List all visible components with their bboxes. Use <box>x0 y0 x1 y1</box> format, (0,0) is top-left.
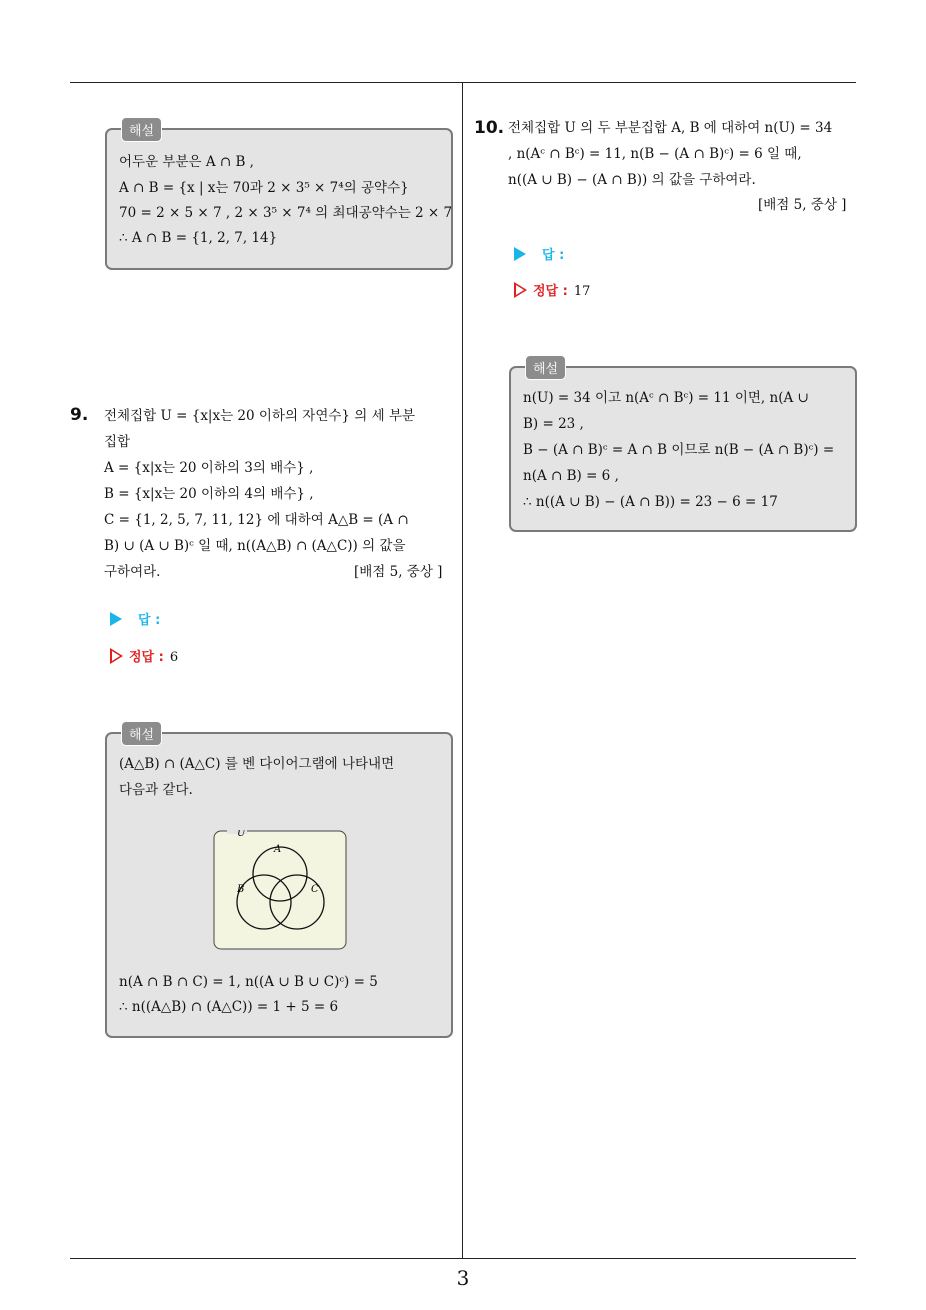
answer-prompt: 답 : <box>514 244 564 263</box>
question-line: C = {1, 2, 5, 7, 11, 12} 에 대하여 A△B = (A ∩ <box>104 512 409 528</box>
q9-solution-box <box>105 728 453 1038</box>
venn-label-a: A <box>274 844 282 855</box>
play-icon <box>514 247 526 261</box>
score-label: [배점 5, 중상 ] <box>758 197 847 213</box>
question-number: 9. <box>70 405 89 425</box>
solution-line: (A△B) ∩ (A△C) 를 벤 다이어그램에 나타내면 <box>119 756 395 772</box>
solution-tag: 해설 <box>525 355 566 380</box>
solution-line: B) = 23 , <box>523 416 584 432</box>
outline-triangle-icon <box>514 282 527 298</box>
correct-answer-value: 6 <box>169 650 179 665</box>
solution-line: ∴ n((A△B) ∩ (A△C)) = 1 + 5 = 6 <box>119 999 339 1015</box>
outline-triangle-icon <box>110 648 123 664</box>
solution-tag: 해설 <box>121 117 162 142</box>
play-icon <box>110 612 122 626</box>
venn-label-c: C <box>311 884 319 895</box>
correct-answer-value: 17 <box>573 284 591 299</box>
q8-solution-box <box>105 124 453 270</box>
top-rule <box>70 82 856 83</box>
solution-line: n(A ∩ B ∩ C) = 1, n((A ∪ B ∪ C)ᶜ) = 5 <box>119 974 378 990</box>
question-line: 구하여라. <box>104 564 161 580</box>
question-line: B) ∪ (A ∪ B)ᶜ 일 때, n((A△B) ∩ (A△C)) 의 값을 <box>104 538 406 554</box>
question-line: 전체집합 U 의 두 부분집합 A, B 에 대하여 n(U) = 34 <box>508 120 833 136</box>
page-number: 3 <box>456 1266 470 1290</box>
correct-answer: 정답 : 6 <box>110 646 178 665</box>
bottom-rule <box>70 1258 856 1259</box>
column-divider <box>462 83 463 1259</box>
correct-answer: 정답 : 17 <box>514 280 590 299</box>
solution-line: A ∩ B = {x | x는 70과 2 × 3⁵ × 7⁴의 공약수} <box>119 180 409 196</box>
question-line: , n(Aᶜ ∩ Bᶜ) = 11, n(B − (A ∩ B)ᶜ) = 6 일 때, <box>508 146 802 162</box>
solution-line: 어두운 부분은 A ∩ B , <box>119 154 254 170</box>
q10-solution-box <box>509 362 857 532</box>
solution-line: n(A ∩ B) = 6 , <box>523 468 619 484</box>
question-line: 집합 <box>104 434 131 450</box>
solution-line: ∴ A ∩ B = {1, 2, 7, 14} <box>119 230 278 246</box>
solution-line: n(U) = 34 이고 n(Aᶜ ∩ Bᶜ) = 11 이면, n(A ∪ <box>523 390 809 406</box>
solution-line: 70 = 2 × 5 × 7 , 2 × 3⁵ × 7⁴ 의 최대공약수는 2 × 7 <box>119 205 453 221</box>
question-line: A = {x|x는 20 이하의 3의 배수} , <box>104 460 314 476</box>
question-number: 10. <box>474 118 505 138</box>
score-label: [배점 5, 중상 ] <box>354 564 443 580</box>
question-line: B = {x|x는 20 이하의 4의 배수} , <box>104 486 314 502</box>
solution-line: B − (A ∩ B)ᶜ = A ∩ B 이므로 n(B − (A ∩ B)ᶜ) = <box>523 442 835 458</box>
question-line: n((A ∪ B) − (A ∩ B)) 의 값을 구하여라. <box>508 172 756 188</box>
venn-label-b: B <box>237 884 245 895</box>
question-line: 전체집합 U = {x|x는 20 이하의 자연수} 의 세 부분 <box>104 408 416 424</box>
solution-line: ∴ n((A ∪ B) − (A ∩ B)) = 23 − 6 = 17 <box>523 494 778 510</box>
venn-diagram <box>213 830 347 950</box>
solution-line: 다음과 같다. <box>119 782 193 798</box>
answer-prompt: 답 : <box>110 609 160 628</box>
solution-tag: 해설 <box>121 721 162 746</box>
venn-label-u: U <box>237 830 246 839</box>
